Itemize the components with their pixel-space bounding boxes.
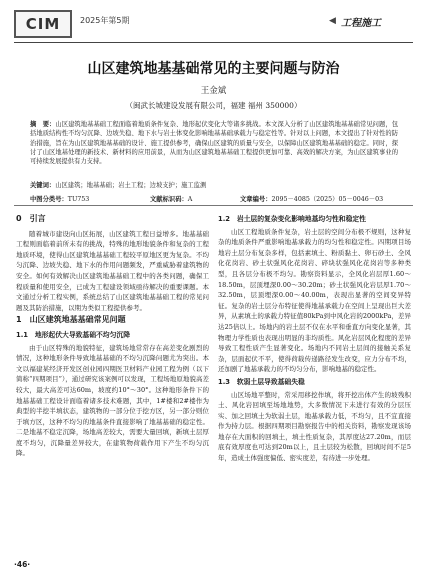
arrow-icon: ◀ (329, 16, 336, 26)
paragraph-1-2: 山区工程地质条件复杂，岩土层的空间分布极不规则，这种复杂的地质条件严重影响地基承载力的均匀性和稳定性。四期项目场地岩土层分布复杂多样，包括素填土、粉质黏土、卵石砂土、全风化花岗岩、砂土状强风化花岗岩、碎块状强风化花岗岩等多种类型，且各层分布极不均匀。勘察资料显示，全风化岩层厚1.60～18.50m，层顶埋深0.00～30.20m；砂土状强风化岩层厚1.70～32.50m，层顶埋深0.00～40.00m，表现出显著的空间变异特征。复杂的岩土层分布特征使得地基承载力在空间上呈现出巨大差异，从素填土的承载力特征值80kPa到中风化岩的2000kPa，差异达25倍以上。场地内的岩土层不仅在水平和垂直方向变化显著，其物理力学性质也表现出明显的非均质性。风化岩层风化程度的差异导致工程性质产生显著变化。场地内不同岩土层间的接触关系复杂，层面起伏不平，使得荷载传递路径发生改变，应力分布不均，还加剧了地基承载力的不均匀分布，影响地基的稳定性。 (218, 227, 411, 374)
article-no-label: 文章编号： (240, 196, 272, 203)
keywords-text: 山区建筑；地基基础；岩土工程；边坡支护；施工监测 (55, 182, 207, 189)
clc-number (30, 194, 89, 203)
abstract-text: 山区建筑地基基础工程面临着地质条件复杂、地形起伏变化大等诸多挑战。本文深入分析了山区建筑地基基础常见问题，包括地质结构性不均匀沉降、边坡失稳、地下水与岩土体变化影响地基基础承载力与稳定性等。针对以上问题，本文提出了针对性的防治措施，旨在为山区建筑地基基础的设计、施工提供参考，确保山区建筑的质量与安全，以保障山区建筑地基基础的稳定。同时，探讨了山区地基处理的新技术、新材料的应用前景，从而为山区建筑地基基础工程提供更加可靠、高效的解决方案，为山区建筑事业的可持续发展提供有力支持。 (30, 121, 399, 166)
heading-1-3: 1.3 软弱土层导致基础失稳 (218, 377, 305, 386)
abstract (30, 120, 398, 166)
author-affiliation: （闽武长城建设发展有限公司，福建 福州 350000） (125, 101, 302, 110)
paragraph-1-1: 由于山区特殊的地貌特征，建筑场地常常存在高差变化剧烈的情况，这种地形条件导致地基基础的不均匀沉降问题尤为突出。本文以福建某经济开发区创业园四期医卫材料产业园工程为例（以下简称“四期项目”），通过研究该案例可以发现，工程场地原地貌高差较大，最大高差可达60m，坡度约10°～30°。这种地形条件下的地基基础工程设计面临着诸多技术难题，其中，1#楼和2#楼作为典型的半挖半填状态，建筑物的一部分位于挖方区，另一部分则位于填方区，这种不均匀的地基条件直接影响了地基基础的稳定性。二是地基不稳定沉降，场地高差较大，需要大量回填，新填土层厚度不均匀，沉降量差异较大，在建筑物荷载作用下产生不均匀沉降。 (16, 343, 209, 458)
clc-label: 中图分类号： (30, 196, 68, 203)
header-rule (14, 42, 413, 43)
article-no-value: 2095－4085（2025）05－0046－03 (271, 196, 384, 203)
heading-section-1: 1 山区建筑地基基础常见问题 (16, 315, 126, 325)
keywords-label: 关键词： (30, 182, 56, 189)
left-column (16, 212, 209, 459)
doc-code-value: A (187, 196, 193, 203)
article-number (240, 194, 383, 203)
clc-value: TU753 (67, 196, 90, 203)
heading-introduction: 0 引言 (16, 214, 46, 223)
right-column (218, 212, 411, 464)
paragraph-1-3: 山区场地平整时，常采用移挖作填，将开挖出体产生的坡残积土、风化岩回填至场地地势，大多数情况下未进行有效的分层压实、加之回填土为软弱土层，地基承载力低，不均匀，且不宜直接作为持力层。根据四期项目勘察报告中的相关资料，勘察发现该场地存在大面积的回填土，填土性质复杂，其厚度达27.20m，而层底有效厚度也可达到20m以上，且土层较为松散，回填时间不足5年，造成土体强度偏低、密实度差，有待进一步处理。 (218, 390, 411, 463)
page-number: ·46· (14, 560, 31, 569)
doc-code-label: 文献标识码： (150, 196, 188, 203)
intro-paragraph: 随着城市建设向山区拓展，山区建筑工程日益增多。地基基础工程则面临着前所未有的挑战，特殊的地形地貌条件和复杂的工程地质环境，使得山区建筑地基基础工程较平原地区更为复杂。不均匀沉降、边坡失稳、地下水的作用问题频发，严重威胁着建筑物的安全。如何有效解决山区建筑地基基础工程中的各类问题，确保工程质量和使用安全，已成为工程建设领域亟待解决的重要课题。本文通过分析工程实例，系统总结了山区建筑地基基础工程的常见问题及其防治措施，以期为类似工程提供参考。 (16, 229, 209, 312)
heading-1-1: 1.1 地形起伏大导致基础不均匀沉降 (16, 330, 130, 339)
issue-label: 2025年第5期 (80, 16, 130, 25)
keywords (30, 180, 206, 189)
page-header (0, 0, 427, 52)
article-title: 山区建筑地基基础常见的主要问题与防治 (87, 61, 340, 77)
heading-1-2: 1.2 岩土层的复杂变化影响地基均匀性和稳定性 (218, 215, 366, 223)
journal-logo: CIM (14, 10, 72, 38)
abstract-label: 摘 要： (30, 121, 56, 128)
author-name: 王金斌 (200, 86, 227, 96)
abstract-divider (14, 205, 413, 206)
document-code (150, 194, 192, 203)
section-label: 工程施工 (341, 18, 381, 29)
